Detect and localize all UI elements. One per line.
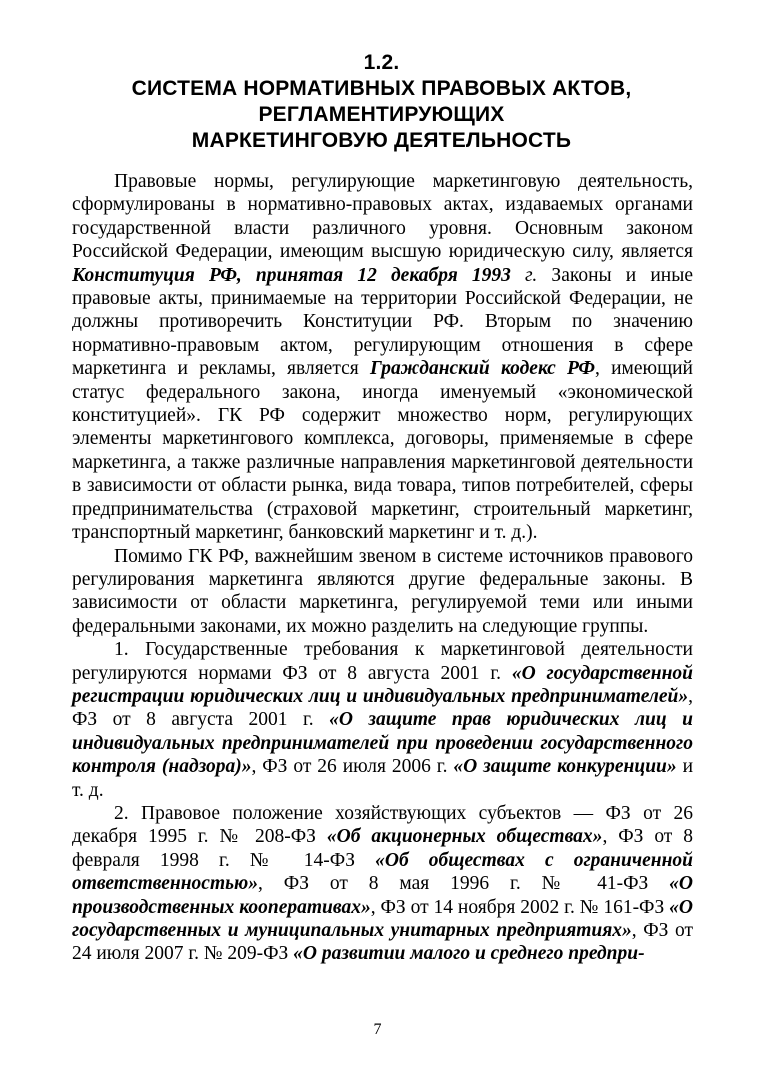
body-paragraphs — [72, 170, 693, 966]
body-text-run: , имеющий статус федерального закона, иногда именуемый «экономической конституцией». ГК РФ содержит множество норм, регулирующих элементы маркетингового комплекса, договоры, применяемые в сфере маркетинга, а также различные направления маркетинговой деятельности в зависимости от области рынка, вида товара, типов потребителей, сферы предпринимательства (страховой маркетинг, строительный маркетинг, транспортный маркетинг, банковский маркетинг и т. д.). — [72, 358, 693, 544]
body-text-run: , ФЗ от 8 августа 2001 г. — [72, 685, 693, 731]
law-title-emphasis: «О государственных и муниципальных унитарных предприятиях» — [72, 896, 693, 941]
law-title-emphasis: Конституция РФ, принятая 12 декабря 1993 — [72, 264, 511, 286]
law-title-emphasis: Гражданский кодекс РФ — [369, 358, 595, 380]
section-number: 1.2. — [363, 51, 400, 74]
law-title-emphasis: «О производственных кооперативах» — [72, 873, 693, 918]
body-text-run: , ФЗ от 24 июля 2007 г. № 209-ФЗ — [72, 920, 693, 965]
paragraph — [72, 802, 693, 966]
law-title-emphasis: «О государственной регистрации юридических лиц и индивидуальных предпринимателей» — [72, 662, 693, 707]
body-text-run: , ФЗ от 26 июля 2006 г. — [251, 756, 454, 778]
body-text-run: , ФЗ от 8 мая 1996 г. № 41-ФЗ — [258, 873, 670, 895]
paragraph — [72, 545, 693, 639]
section-title-line-2: РЕГЛАМЕНТИРУЮЩИХ — [258, 103, 505, 126]
body-text-run: , ФЗ от 8 февраля 1998 г. № 14-ФЗ — [72, 826, 693, 871]
body-text-run: , ФЗ от 14 ноября 2002 г. № 161-ФЗ — [370, 896, 670, 918]
body-text-run: 1. Государственные требования к маркетинговой деятельности регулируются нормами ФЗ от 8 августа 2001 г. — [72, 639, 693, 684]
paragraph — [72, 638, 693, 802]
law-title-emphasis: «О защите прав юридических лиц и индивидуальных предпринимателей при проведении государственного контроля (надзора)» — [72, 709, 694, 778]
body-text-run: Правовые нормы, регулирующие маркетинговую деятельность, сформулированы в нормативно-правовых актах, издаваемых органами государственной власти различного уровня. Основным законом Российской Федерации, имеющим высшую юридическую силу, является — [72, 171, 693, 263]
body-text-run: Законы и иные правовые акты, принимаемые на территории Российской Федерации, не должны противоречить Конституции РФ. Вторым по значению нормативно-правовым актом, регулирующим отношения в сфере маркетинга и рекламы, является — [72, 264, 693, 380]
section-title-line-3: МАРКЕТИНГОВУЮ ДЕЯТЕЛЬНОСТЬ — [191, 129, 572, 152]
body-text-run: 2. Правовое положение хозяйствующих субъектов — ФЗ от 26 декабря 1995 г. № 208-ФЗ — [72, 802, 693, 848]
paragraph — [72, 170, 693, 545]
law-title-emphasis: «Об акционерных обществах» — [326, 826, 603, 848]
page-number: 7 — [373, 1021, 382, 1038]
body-text-run: Помимо ГК РФ, важнейшим звеном в системе источников правового регулирования маркетинга являются другие федеральные законы. В зависимости от области маркетинга, регулируемой теми или иными федеральными законами, их можно разделить на следующие группы. — [72, 545, 693, 637]
law-title-emphasis: «Об обществах с ограниченной ответственностью» — [72, 849, 693, 895]
section-title-line-1: СИСТЕМА НОРМАТИВНЫХ ПРАВОВЫХ АКТОВ, — [131, 77, 632, 100]
law-title-emphasis: «О развитии малого и среднего предпри- — [293, 943, 645, 965]
law-title-emphasis: «О защите конкуренции» — [453, 756, 677, 778]
section-heading — [0, 50, 763, 154]
body-text-run: и т. д. — [72, 756, 694, 801]
body-text-run: г. — [510, 264, 538, 286]
